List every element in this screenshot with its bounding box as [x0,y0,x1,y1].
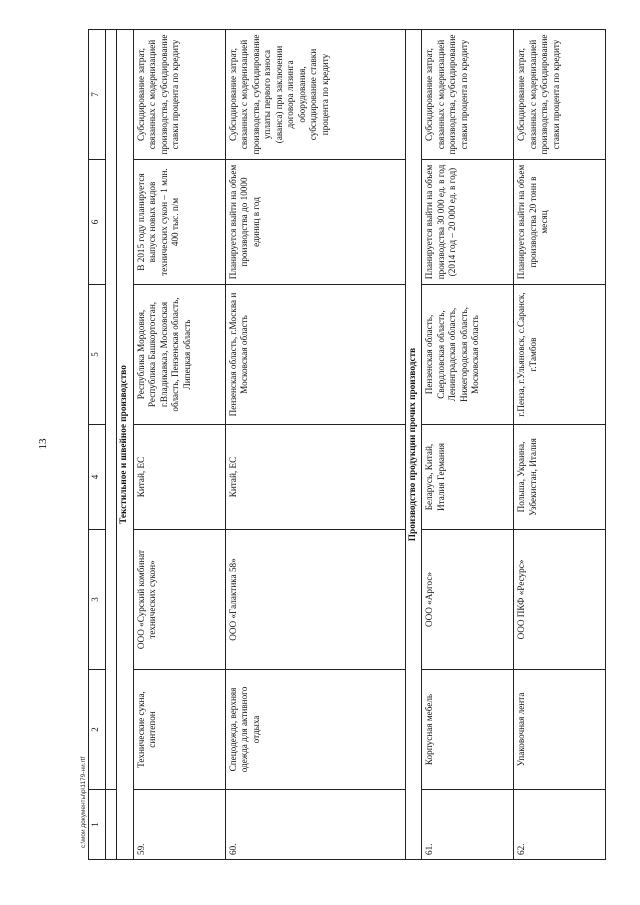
company-cell: ООО «Галактика 58» [225,530,405,670]
countries-cell: Китай, ЕС [133,425,225,530]
section-header-row [117,30,134,860]
product-cell: Упаковочная лента [514,670,606,790]
footer-file-path-text: c:\мои документы\р\1179-ни.rtf [80,756,87,848]
regions-cell: Республика Мордовия, Республика Башкортостан, г.Владикавказ, Московская область, Пензенская область, Липецкая область [133,285,225,425]
column-number: 3 [89,530,106,670]
plan-cell: Планируется выйти на объем производства до 10000 единиц в год [225,160,405,285]
spacer-cell [106,30,117,790]
rotated-page [88,30,588,860]
support-cell: Субсидирование затрат, связанных с модернизацией производства, субсидирование ставки процента по кредиту [422,30,514,160]
support-cell: Субсидирование затрат, связанных с модернизацией производства, субсидирование ставки процента по кредиту [514,30,606,160]
column-number-row [89,30,106,860]
table-row [225,30,405,860]
row-number: 59. [133,790,225,860]
countries-cell: Китай, ЕС [225,425,405,530]
company-cell: ООО «Сурский комбинат технических сукон» [133,530,225,670]
product-cell: Спецодежда, верхняя одежда для активного отдыха [225,670,405,790]
spacer-cell [106,790,117,860]
company-cell: ООО ПКФ «Ресурс» [514,530,606,670]
table-row [422,30,514,860]
column-number: 6 [89,160,106,285]
page-number: 13 [37,438,49,450]
plan-cell: В 2015 году планируется выпуск новых видов технических сукон – 1 млн. 400 тыс. п/м [133,160,225,285]
plan-cell: Планируется выйти на объем производства 30 000 ед. в год (2014 год – 20 000 ед. в год) [422,160,514,285]
section-title: Текстильное и швейное производство [117,30,134,860]
countries-cell: Польша, Украина, Узбекистан, Италия [514,425,606,530]
countries-cell: Беларусь, Китай, Италия Германия [422,425,514,530]
regions-cell: Пензенская область, г.Москва и Московская область [225,285,405,425]
column-number: 1 [89,790,106,860]
column-number: 5 [89,285,106,425]
regions-cell: г.Пенза, г.Ульяновск, с.Саранск, г.Тамбов [514,285,606,425]
row-number: 62. [514,790,606,860]
spacer-row [106,30,117,860]
support-cell: Субсидирование затрат, связанных с модернизацией производства, субсидирование уплаты первого взноса (аванса) при заключении договора лизинга оборудования, субсидирование ставки процента по кредиту [225,30,405,160]
support-cell: Субсидирование затрат, связанных с модернизацией производства, субсидирование ставки процента по кредиту [133,30,225,160]
column-number: 2 [89,670,106,790]
table-row [133,30,225,860]
product-cell: Корпусная мебель [422,670,514,790]
company-cell: ООО «Аргос» [422,530,514,670]
column-number: 7 [89,30,106,160]
row-number: 61. [422,790,514,860]
row-number: 60. [225,790,405,860]
regions-cell: Пензенская область, Свердловская область, Ленинградская область, Нижегородская область, Московская область [422,285,514,425]
section-header-row [405,30,422,860]
table-row [514,30,606,860]
plan-cell: Планируется выйти на объем производства 20 тонн в месяц [514,160,606,285]
projects-table [88,29,606,860]
product-cell: Технические сукна, синтепон [133,670,225,790]
section-title: Производство продукции прочих производств [405,30,422,860]
column-number: 4 [89,425,106,530]
